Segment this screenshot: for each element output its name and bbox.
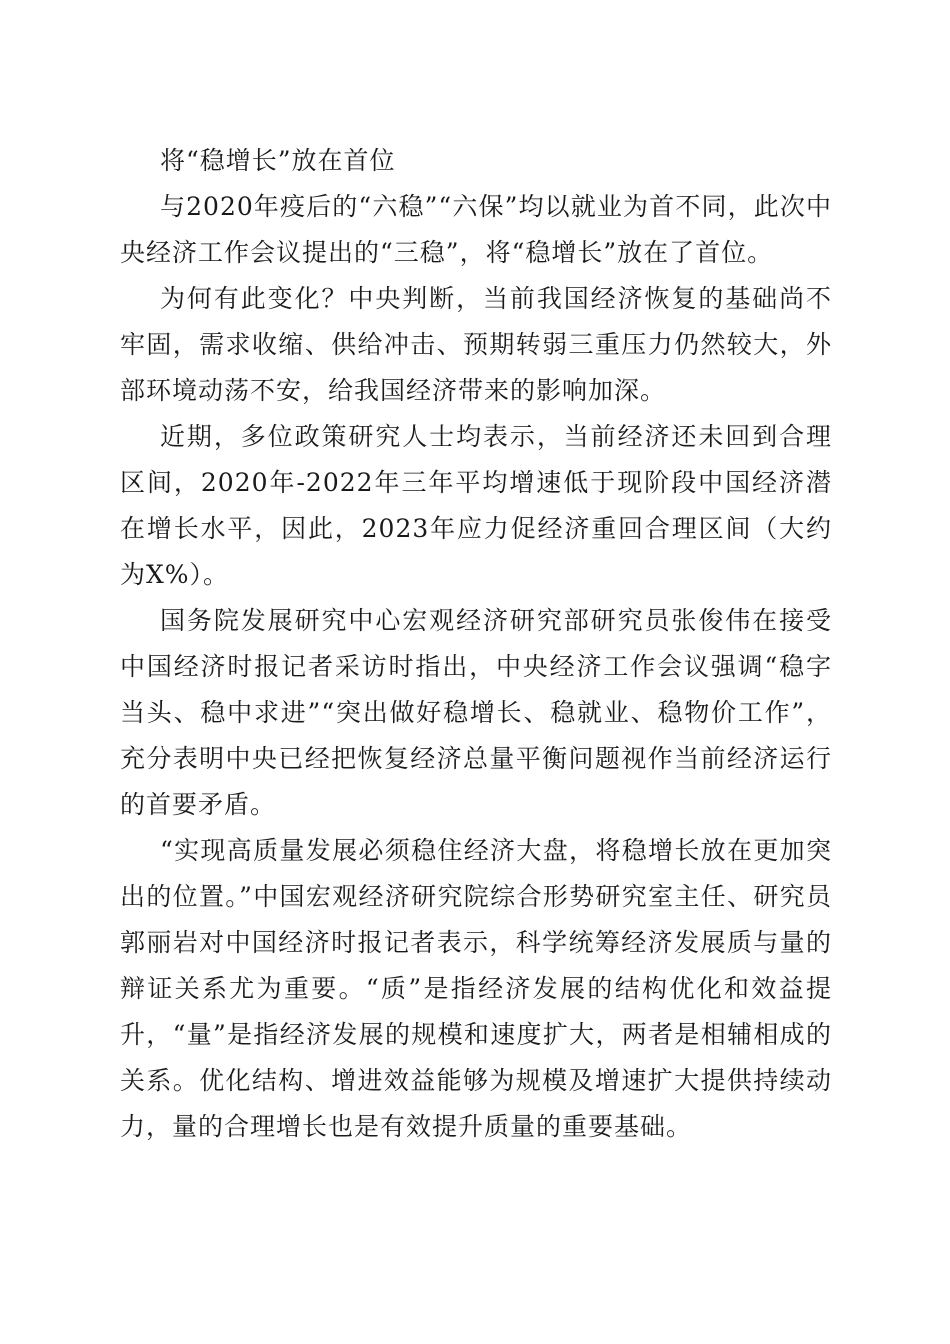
paragraph-3: 近期，多位政策研究人士均表示，当前经济还未回到合理区间，2020年-2022年三年平均增速低于现阶段中国经济潜在增长水平，因此，2023年应力促经济重回合理区间（大约为X%）。 xyxy=(120,422,832,589)
document-page xyxy=(120,138,832,1150)
paragraph-2: 为何有此变化？中央判断，当前我国经济恢复的基础尚不牢固，需求收缩、供给冲击、预期转弱三重压力仍然较大，外部环境动荡不安，给我国经济带来的影响加深。 xyxy=(120,284,832,405)
paragraph-5: “实现高质量发展必须稳住经济大盘，将稳增长放在更加突出的位置。”中国宏观经济研究院综合形势研究室主任、研究员郭丽岩对中国经济时报记者表示，科学统筹经济发展质与量的辩证关系尤为重要。“质”是指经济发展的结构优化和效益提升，“量”是指经济发展的规模和速度扩大，两者是相辅相成的关系。优化结构、增进效益能够为规模及增速扩大提供持续动力，量的合理增长也是有效提升质量的重要基础。 xyxy=(120,836,832,1141)
paragraph-4: 国务院发展研究中心宏观经济研究部研究员张俊伟在接受中国经济时报记者采访时指出，中央经济工作会议强调“稳字当头、稳中求进”“突出做好稳增长、稳就业、稳物价工作”，充分表明中央已经把恢复经济总量平衡问题视作当前经济运行的首要矛盾。 xyxy=(120,606,832,819)
section-heading: 将“稳增长”放在首位 xyxy=(160,146,396,175)
paragraph-1: 与2020年疫后的“六稳”“六保”均以就业为首不同，此次中央经济工作会议提出的“三稳”，将“稳增长”放在了首位。 xyxy=(120,192,832,267)
